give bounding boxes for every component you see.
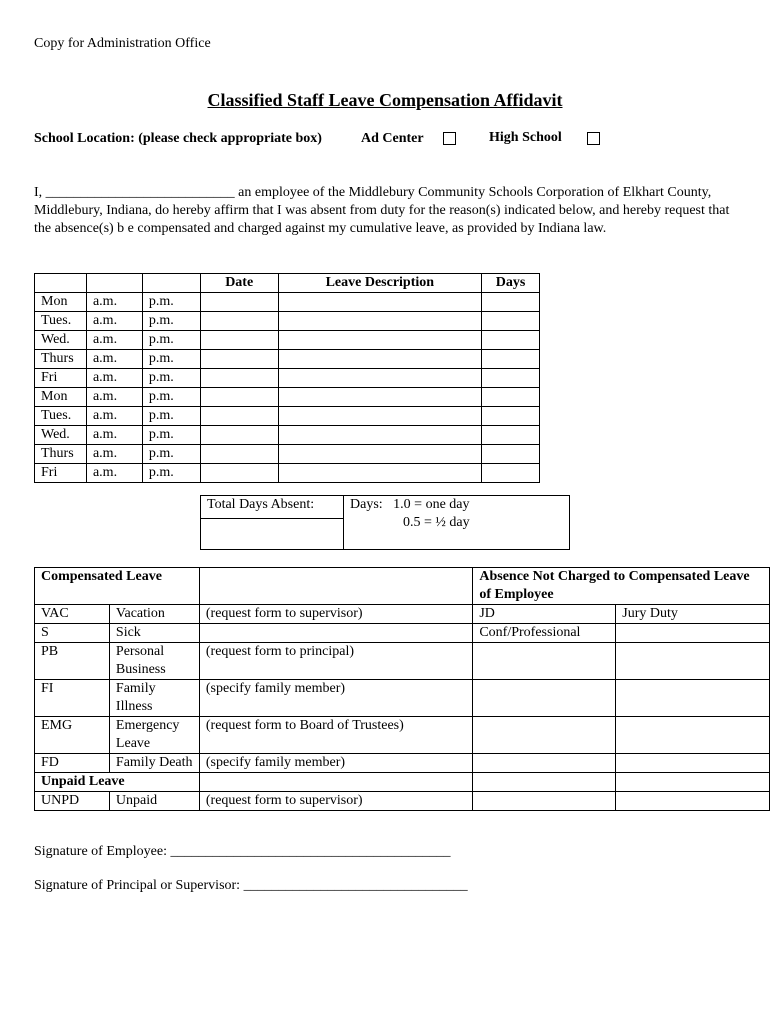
header-leave-description: Leave Description bbox=[278, 274, 481, 293]
leave-note: (request form to Board of Trustees) bbox=[199, 717, 472, 754]
leave-row bbox=[35, 369, 540, 388]
leave-description-cell[interactable] bbox=[278, 331, 481, 350]
date-cell[interactable] bbox=[200, 388, 278, 407]
not-charged-name bbox=[616, 754, 770, 773]
am-cell[interactable]: a.m. bbox=[86, 350, 142, 369]
days-cell[interactable] bbox=[482, 388, 540, 407]
am-cell[interactable]: a.m. bbox=[86, 426, 142, 445]
not-charged-code: Conf/Professional bbox=[473, 624, 616, 643]
leave-row bbox=[35, 312, 540, 331]
days-cell[interactable] bbox=[482, 350, 540, 369]
day-cell: Tues. bbox=[35, 407, 87, 426]
leave-row bbox=[35, 350, 540, 369]
leave-row bbox=[35, 445, 540, 464]
date-cell[interactable] bbox=[200, 445, 278, 464]
date-cell[interactable] bbox=[200, 407, 278, 426]
pm-cell[interactable]: p.m. bbox=[142, 350, 200, 369]
am-cell[interactable]: a.m. bbox=[86, 331, 142, 350]
date-cell[interactable] bbox=[200, 426, 278, 445]
days-line2: 0.5 = ½ day bbox=[403, 515, 470, 530]
leave-description-cell[interactable] bbox=[278, 445, 481, 464]
am-cell[interactable]: a.m. bbox=[86, 407, 142, 426]
ad-center-checkbox[interactable] bbox=[443, 131, 456, 147]
total-days-table bbox=[200, 495, 570, 550]
leave-note bbox=[199, 624, 472, 643]
header-days: Days bbox=[482, 274, 540, 293]
blank-cell bbox=[473, 792, 616, 811]
pm-cell[interactable]: p.m. bbox=[142, 369, 200, 388]
days-cell[interactable] bbox=[482, 369, 540, 388]
principal-signature-line[interactable]: Signature of Principal or Supervisor: ________________________________ bbox=[34, 878, 468, 893]
day-cell: Thurs bbox=[35, 445, 87, 464]
leave-code: FD bbox=[35, 754, 110, 773]
pm-cell[interactable]: p.m. bbox=[142, 426, 200, 445]
pm-cell[interactable]: p.m. bbox=[142, 388, 200, 407]
not-charged-code bbox=[473, 717, 616, 754]
compensated-leave-table bbox=[34, 567, 770, 811]
unpaid-leave-header: Unpaid Leave bbox=[35, 773, 200, 792]
days-cell[interactable] bbox=[482, 293, 540, 312]
leave-name: Family Illness bbox=[109, 680, 199, 717]
not-charged-code: JD bbox=[473, 605, 616, 624]
ad-center-label: Ad Center bbox=[361, 131, 424, 146]
not-charged-name: Jury Duty bbox=[616, 605, 770, 624]
pm-cell[interactable]: p.m. bbox=[142, 293, 200, 312]
am-cell[interactable]: a.m. bbox=[86, 388, 142, 407]
leave-type-row bbox=[35, 624, 770, 643]
blank-header-cell bbox=[199, 568, 472, 605]
page-title: Classified Staff Leave Compensation Affidavit bbox=[207, 90, 563, 110]
leave-code: FI bbox=[35, 680, 110, 717]
pm-cell[interactable]: p.m. bbox=[142, 331, 200, 350]
blank-cell bbox=[473, 773, 616, 792]
affirmation-text: I, ___________________________ an employee of the Middlebury Community Schools Corporation of Elkhart County, Middlebury, Indiana, do hereby affirm that I was absent from duty for the reason(s) indicated below, and hereby request that the absence(s) b e compensated and charged against my cumulative leave, as provided by Indiana law. bbox=[34, 185, 730, 236]
leave-code: VAC bbox=[35, 605, 110, 624]
location-label: School Location: (please check appropriate box) bbox=[34, 131, 322, 146]
copy-note: Copy for Administration Office bbox=[34, 36, 211, 51]
day-cell: Wed. bbox=[35, 426, 87, 445]
leave-description-cell[interactable] bbox=[278, 464, 481, 483]
days-cell[interactable] bbox=[482, 407, 540, 426]
not-charged-code bbox=[473, 680, 616, 717]
am-cell[interactable]: a.m. bbox=[86, 369, 142, 388]
leave-note: (specify family member) bbox=[199, 680, 472, 717]
not-charged-name bbox=[616, 624, 770, 643]
leave-type-row bbox=[35, 717, 770, 754]
days-legend bbox=[344, 496, 570, 550]
unpaid-code: UNPD bbox=[35, 792, 110, 811]
not-charged-code bbox=[473, 643, 616, 680]
am-cell[interactable]: a.m. bbox=[86, 293, 142, 312]
not-charged-name bbox=[616, 643, 770, 680]
leave-row bbox=[35, 426, 540, 445]
date-cell[interactable] bbox=[200, 331, 278, 350]
leave-code: S bbox=[35, 624, 110, 643]
leave-description-cell[interactable] bbox=[278, 426, 481, 445]
day-cell: Tues. bbox=[35, 312, 87, 331]
days-cell[interactable] bbox=[482, 445, 540, 464]
leave-row bbox=[35, 293, 540, 312]
leave-name: Family Death bbox=[109, 754, 199, 773]
day-cell: Mon bbox=[35, 293, 87, 312]
leave-type-row bbox=[35, 754, 770, 773]
leave-row bbox=[35, 464, 540, 483]
leave-table bbox=[34, 273, 540, 483]
total-days-label: Total Days Absent: bbox=[201, 496, 344, 519]
am-cell[interactable]: a.m. bbox=[86, 445, 142, 464]
am-cell[interactable]: a.m. bbox=[86, 464, 142, 483]
high-school-checkbox[interactable] bbox=[587, 131, 600, 147]
total-days-value[interactable] bbox=[201, 519, 344, 550]
leave-description-cell[interactable] bbox=[278, 388, 481, 407]
high-school-label: High School bbox=[489, 130, 562, 145]
leave-name: Sick bbox=[109, 624, 199, 643]
blank-cell bbox=[616, 773, 770, 792]
days-line1: 1.0 = one day bbox=[393, 497, 470, 512]
leave-row bbox=[35, 407, 540, 426]
header-cell bbox=[35, 274, 87, 293]
unpaid-note: (request form to supervisor) bbox=[199, 792, 472, 811]
pm-cell[interactable]: p.m. bbox=[142, 464, 200, 483]
date-cell[interactable] bbox=[200, 464, 278, 483]
leave-code: EMG bbox=[35, 717, 110, 754]
blank-cell bbox=[616, 792, 770, 811]
leave-name: Emergency Leave bbox=[109, 717, 199, 754]
day-cell: Thurs bbox=[35, 350, 87, 369]
leave-note: (request form to principal) bbox=[199, 643, 472, 680]
leave-description-cell[interactable] bbox=[278, 293, 481, 312]
leave-code: PB bbox=[35, 643, 110, 680]
leave-name: Personal Business bbox=[109, 643, 199, 680]
pm-cell[interactable]: p.m. bbox=[142, 445, 200, 464]
employee-signature-line[interactable]: Signature of Employee: ________________________________________ bbox=[34, 844, 451, 859]
date-cell[interactable] bbox=[200, 293, 278, 312]
leave-name: Vacation bbox=[109, 605, 199, 624]
am-cell[interactable]: a.m. bbox=[86, 312, 142, 331]
date-cell[interactable] bbox=[200, 312, 278, 331]
not-charged-header: Absence Not Charged to Compensated Leave of Employee bbox=[473, 568, 770, 605]
leave-table-header bbox=[35, 274, 540, 293]
leave-row bbox=[35, 331, 540, 350]
days-cell[interactable] bbox=[482, 426, 540, 445]
leave-row bbox=[35, 388, 540, 407]
days-cell[interactable] bbox=[482, 464, 540, 483]
leave-description-cell[interactable] bbox=[278, 312, 481, 331]
not-charged-name bbox=[616, 680, 770, 717]
day-cell: Wed. bbox=[35, 331, 87, 350]
unpaid-name: Unpaid bbox=[109, 792, 199, 811]
day-cell: Fri bbox=[35, 369, 87, 388]
compensated-leave-header: Compensated Leave bbox=[35, 568, 200, 605]
header-cell bbox=[86, 274, 142, 293]
days-label: Days: bbox=[350, 497, 383, 512]
leave-description-cell[interactable] bbox=[278, 369, 481, 388]
header-cell bbox=[142, 274, 200, 293]
blank-cell bbox=[199, 773, 472, 792]
days-cell[interactable] bbox=[482, 331, 540, 350]
leave-type-row bbox=[35, 643, 770, 680]
not-charged-code bbox=[473, 754, 616, 773]
pm-cell[interactable]: p.m. bbox=[142, 407, 200, 426]
leave-note: (request form to supervisor) bbox=[199, 605, 472, 624]
leave-note: (specify family member) bbox=[199, 754, 472, 773]
date-cell[interactable] bbox=[200, 350, 278, 369]
leave-type-row bbox=[35, 605, 770, 624]
header-date: Date bbox=[200, 274, 278, 293]
leave-description-cell[interactable] bbox=[278, 350, 481, 369]
leave-type-row bbox=[35, 680, 770, 717]
day-cell: Fri bbox=[35, 464, 87, 483]
pm-cell[interactable]: p.m. bbox=[142, 312, 200, 331]
days-cell[interactable] bbox=[482, 312, 540, 331]
not-charged-name bbox=[616, 717, 770, 754]
day-cell: Mon bbox=[35, 388, 87, 407]
leave-description-cell[interactable] bbox=[278, 407, 481, 426]
date-cell[interactable] bbox=[200, 369, 278, 388]
